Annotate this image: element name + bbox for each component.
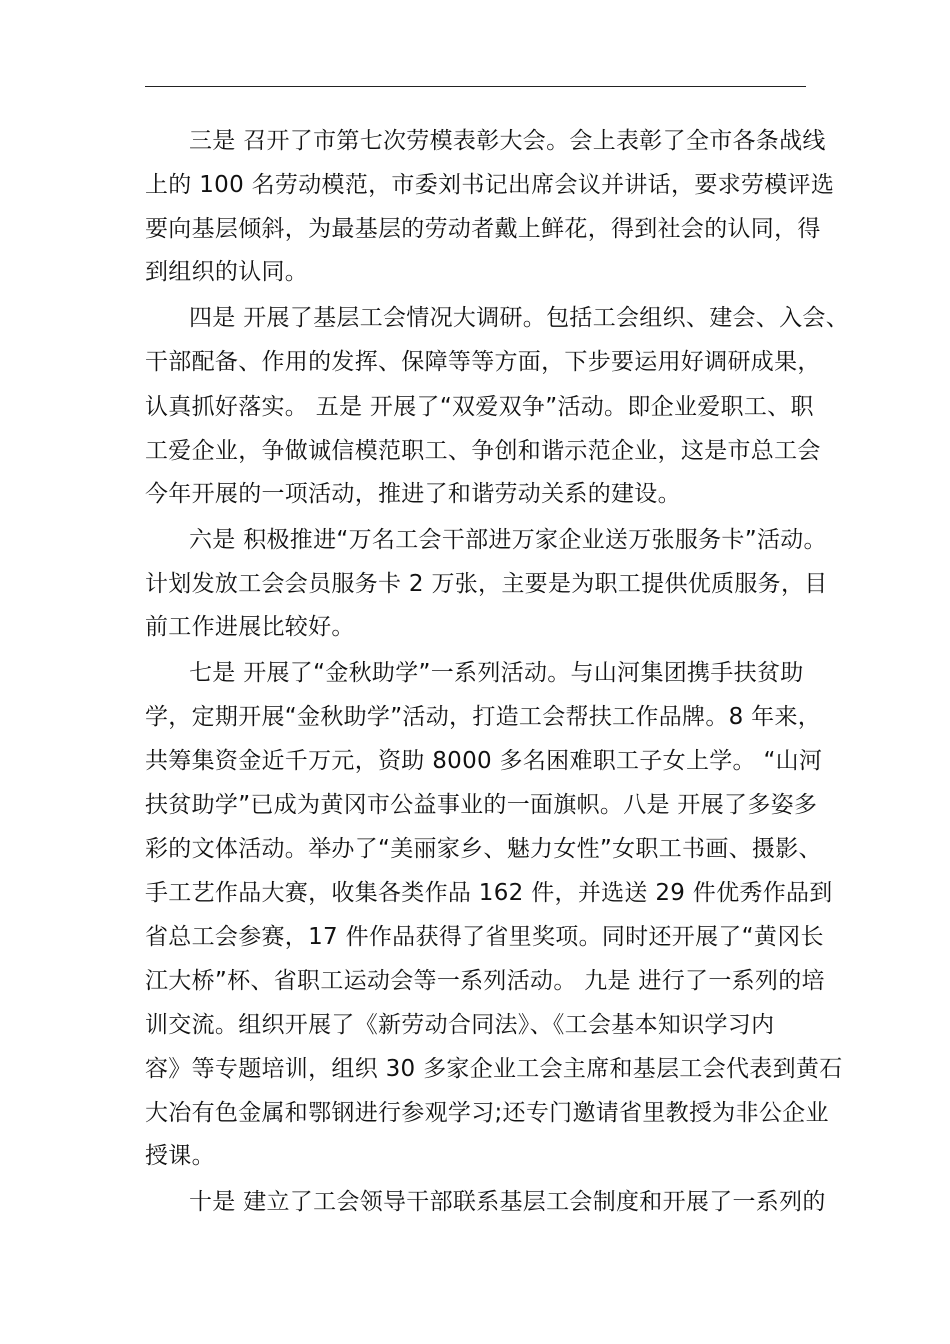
text-line: 手工艺作品大赛，收集各类作品 162 件，并选送 29 件优秀作品到 (145, 880, 833, 906)
text-line: 计划发放工会会员服务卡 2 万张，主要是为职工提供优质服务，目 (145, 571, 828, 597)
text-line: 授课。 (145, 1143, 215, 1169)
text-line: 上的 100 名劳动模范，市委刘书记出席会议并讲话，要求劳模评选 (145, 172, 835, 198)
text-line: 彩的文体活动。举办了“美丽家乡、魅力女性”女职工书画、摄影、 (145, 836, 822, 862)
text-line: 容》等专题培训，组织 30 多家企业工会主席和基层工会代表到黄石 (145, 1056, 843, 1082)
text-line: 省总工会参赛，17 件作品获得了省里奖项。同时还开展了“黄冈长 (145, 924, 824, 950)
header-rule (145, 86, 806, 87)
text-line: 共筹集资金近千万元，资助 8000 多名困难职工子女上学。 “山河 (145, 748, 823, 774)
text-line: 大冶有色金属和鄂钢进行参观学习;还专门邀请省里教授为非公企业 (145, 1100, 829, 1126)
text-line: 四是 开展了基层工会情况大调研。包括工会组织、建会、入会、 (189, 305, 850, 331)
text-line: 前工作进展比较好。 (145, 614, 355, 640)
text-line: 到组织的认同。 (145, 259, 309, 285)
text-line: 三是 召开了市第七次劳模表彰大会。会上表彰了全市各条战线 (189, 128, 826, 154)
text-line: 学，定期开展“金秋助学”活动，打造工会帮扶工作品牌。8 年来， (145, 704, 822, 730)
text-line: 工爱企业，争做诚信模范职工、争创和谐示范企业，这是市总工会 (145, 438, 821, 464)
text-line: 扶贫助学”已成为黄冈市公益事业的一面旗帜。八是 开展了多姿多 (145, 792, 818, 818)
text-line: 六是 积极推进“万名工会干部进万家企业送万张服务卡”活动。 (189, 527, 827, 553)
text-line: 认真抓好落实。 五是 开展了“双爱双争”活动。即企业爱职工、职 (145, 394, 814, 420)
text-line: 十是 建立了工会领导干部联系基层工会制度和开展了一系列的 (189, 1189, 826, 1215)
text-line: 江大桥”杯、省职工运动会等一系列活动。 九是 进行了一系列的培 (145, 968, 825, 994)
text-line: 今年开展的一项活动，推进了和谐劳动关系的建设。 (145, 481, 681, 507)
text-line: 要向基层倾斜，为最基层的劳动者戴上鲜花，得到社会的认同，得 (145, 216, 821, 242)
text-line: 七是 开展了“金秋助学”一系列活动。与山河集团携手扶贫助 (189, 660, 804, 686)
text-line: 干部配备、作用的发挥、保障等等方面，下步要运用好调研成果， (145, 349, 821, 375)
text-line: 训交流。组织开展了《新劳动合同法》、《工会基本知识学习内 (145, 1012, 775, 1038)
